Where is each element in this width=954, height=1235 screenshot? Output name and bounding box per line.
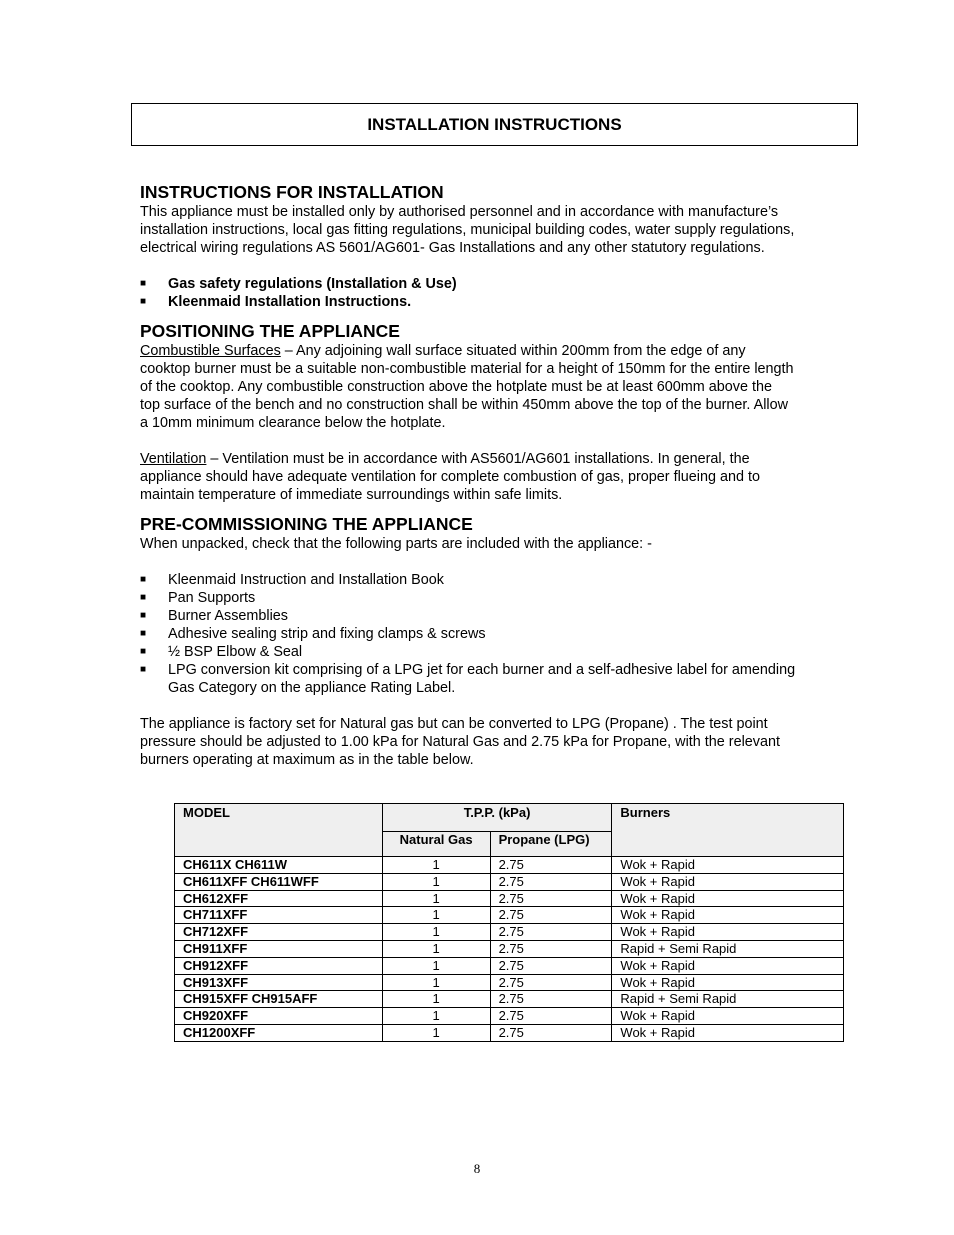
cell-propane: 2.75: [490, 940, 612, 957]
cell-natural-gas: 1: [382, 974, 490, 991]
table-row: [175, 1024, 844, 1041]
list-item: ■ ½ BSP Elbow & Seal: [140, 644, 303, 660]
table-row: [175, 924, 844, 941]
list-item: ■ Gas safety regulations (Installation & Use): [140, 276, 457, 292]
cell-burners: Wok + Rapid: [612, 857, 844, 874]
cell-natural-gas: 1: [382, 1008, 490, 1025]
table-row: [175, 991, 844, 1008]
cell-natural-gas: 1: [382, 940, 490, 957]
cell-model: CH1200XFF: [175, 1024, 383, 1041]
ventilation-label: Ventilation: [140, 451, 207, 467]
cell-burners: Wok + Rapid: [612, 957, 844, 974]
table-row: [175, 957, 844, 974]
col-header-model: MODEL: [175, 804, 383, 857]
cell-natural-gas: 1: [382, 1024, 490, 1041]
cell-propane: 2.75: [490, 873, 612, 890]
page-number: 8: [473, 1161, 481, 1176]
cell-natural-gas: 1: [382, 873, 490, 890]
table-row: [175, 1008, 844, 1025]
page-title: INSTALLATION INSTRUCTIONS: [367, 114, 622, 134]
list-item: ■ Burner Assemblies: [140, 608, 288, 624]
cell-propane: 2.75: [490, 974, 612, 991]
cell-model: CH612XFF: [175, 890, 383, 907]
list-item: ■ Kleenmaid Installation Instructions.: [140, 294, 412, 310]
cell-propane: 2.75: [490, 1008, 612, 1025]
cell-propane: 2.75: [490, 957, 612, 974]
cell-burners: Rapid + Semi Rapid: [612, 991, 844, 1008]
cell-model: CH920XFF: [175, 1008, 383, 1025]
cell-model: CH711XFF: [175, 907, 383, 924]
cell-propane: 2.75: [490, 857, 612, 874]
cell-model: CH912XFF: [175, 957, 383, 974]
table-row: [175, 974, 844, 991]
col-header-tpp: T.P.P. (kPa): [382, 804, 612, 832]
parts-list: [140, 571, 850, 697]
cell-model: CH911XFF: [175, 940, 383, 957]
cell-propane: 2.75: [490, 907, 612, 924]
table-row: [175, 873, 844, 890]
cell-natural-gas: 1: [382, 907, 490, 924]
list-item: ■ Adhesive sealing strip and fixing clamps & screws: [140, 626, 486, 642]
cell-propane: 2.75: [490, 890, 612, 907]
cell-model: CH913XFF: [175, 974, 383, 991]
cell-burners: Wok + Rapid: [612, 907, 844, 924]
cell-burners: Wok + Rapid: [612, 1008, 844, 1025]
col-header-burners: Burners: [612, 804, 844, 857]
cell-burners: Wok + Rapid: [612, 924, 844, 941]
cell-propane: 2.75: [490, 924, 612, 941]
col-header-natural-gas: Natural Gas: [382, 832, 490, 857]
cell-natural-gas: 1: [382, 857, 490, 874]
combustible-paragraph: Combustible Surfaces – Any adjoining wall surface situated within 200mm from the edge of any cooktop burner must be a suitable non-combustible material for a height of 150mm for the entire length of the cooktop. Any combustible construction above the hotplate must be at least 600mm above the top surface of the bench and no construction shall be within 450mm above the top of the burner. Allow a 10mm minimum clearance below the hotplate.: [140, 343, 794, 431]
cell-model: CH712XFF: [175, 924, 383, 941]
page-title-box: [131, 103, 858, 146]
cell-natural-gas: 1: [382, 957, 490, 974]
cell-model: CH915XFF CH915AFF: [175, 991, 383, 1008]
factory-setting-paragraph: The appliance is factory set for Natural gas but can be converted to LPG (Propane) . The test point pressure should be adjusted to 1.00 kPa for Natural Gas and 2.75 kPa for Propane, with the relevant burners operating at maximum as in the table below.: [140, 716, 780, 768]
cell-burners: Wok + Rapid: [612, 890, 844, 907]
installation-paragraph: This appliance must be installed only by authorised personnel and in accordance with manufacture’s installation instructions, local gas fitting regulations, municipal building codes, water supply regulations, electrical wiring regulations AS 5601/AG601- Gas Installations and any other statutory regulations.: [140, 204, 795, 256]
list-item: ■ Kleenmaid Instruction and Installation Book: [140, 572, 444, 588]
cell-burners: Rapid + Semi Rapid: [612, 940, 844, 957]
list-item: ■ LPG conversion kit comprising of a LPG jet for each burner and a self-adhesive label for amending Gas Category on the appliance Rating Label.: [140, 662, 796, 696]
cell-burners: Wok + Rapid: [612, 1024, 844, 1041]
cell-burners: Wok + Rapid: [612, 974, 844, 991]
table-row: [175, 857, 844, 874]
cell-model: CH611XFF CH611WFF: [175, 873, 383, 890]
combustible-label: Combustible Surfaces: [140, 343, 281, 359]
cell-propane: 2.75: [490, 991, 612, 1008]
cell-natural-gas: 1: [382, 924, 490, 941]
section-heading-positioning: POSITIONING THE APPLIANCE: [140, 321, 400, 341]
cell-propane: 2.75: [490, 1024, 612, 1041]
regulations-list: [140, 275, 850, 311]
pressure-table: [174, 803, 844, 1042]
cell-model: CH611X CH611W: [175, 857, 383, 874]
cell-natural-gas: 1: [382, 991, 490, 1008]
table-row: [175, 940, 844, 957]
document-body: [140, 182, 850, 769]
cell-burners: Wok + Rapid: [612, 873, 844, 890]
table-row: [175, 890, 844, 907]
col-header-propane: Propane (LPG): [490, 832, 612, 857]
section-heading-installation: INSTRUCTIONS FOR INSTALLATION: [140, 182, 444, 202]
list-item: ■ Pan Supports: [140, 590, 256, 606]
unpack-intro: When unpacked, check that the following parts are included with the appliance: -: [140, 536, 652, 552]
section-heading-precommissioning: PRE-COMMISSIONING THE APPLIANCE: [140, 514, 473, 534]
ventilation-paragraph: Ventilation – Ventilation must be in accordance with AS5601/AG601 installations. In general, the appliance should have adequate ventilation for complete combustion of gas, proper flueing and to maintain temperature of immediate surroundings within safe limits.: [140, 451, 761, 503]
cell-natural-gas: 1: [382, 890, 490, 907]
table-row: [175, 907, 844, 924]
